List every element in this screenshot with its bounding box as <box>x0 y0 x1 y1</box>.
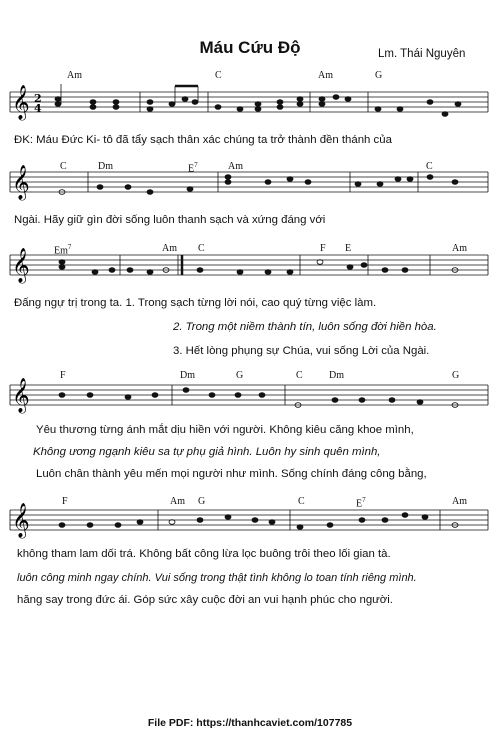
chord: Em$^7$ <box>54 243 72 257</box>
notes-system-2 <box>59 175 458 195</box>
chord: Am <box>452 243 467 254</box>
chord: G <box>198 496 206 507</box>
staff-system-4 <box>0 375 500 455</box>
lyric-line: ĐK: Máu Đức Ki- tô đã tẩy sạch thân xác chúng ta trở thành đền thánh của <box>14 134 392 146</box>
chord: Am <box>228 161 243 172</box>
chord: Dm <box>180 370 195 381</box>
treble-clef-icon: 𝄞 <box>12 503 30 538</box>
notes-system-1 <box>55 84 461 116</box>
staff-system-1 <box>0 82 500 162</box>
lyric-line: Yêu thương từng ánh mắt dịu hiền với người. Không kiêu căng khoe mình, <box>36 424 414 436</box>
lyric-line: không tham lam dối trá. Không bất công lừa lọc buông trôi theo lối gian tà. <box>17 548 391 560</box>
treble-clef-icon: 𝄞 <box>12 165 30 200</box>
chord: C <box>296 370 303 381</box>
time-sig-bottom: 4 <box>34 102 42 115</box>
chord: E <box>345 243 352 254</box>
treble-clef-icon: 𝄞 <box>12 378 30 413</box>
staff-system-2 <box>0 162 500 242</box>
chord: $E^7$ <box>356 496 366 510</box>
chord: G <box>236 370 244 381</box>
notes-system-3 <box>59 260 458 275</box>
chord: C <box>215 70 222 81</box>
lyric-line: 3. Hết lòng phụng sự Chúa, vui sống Lời của Ngài. <box>173 345 430 357</box>
chord: $E^7$ <box>188 161 198 175</box>
chord: C <box>60 161 67 172</box>
chord: Am <box>318 70 333 81</box>
composer-credit: Lm. Thái Nguyên <box>378 48 466 60</box>
treble-clef-icon: 𝄞 <box>12 248 30 283</box>
chord: G <box>452 370 460 381</box>
chord: F <box>320 243 326 254</box>
time-sig-top: 2 <box>34 92 42 105</box>
staff-system-3 <box>0 245 500 325</box>
chord: Am <box>162 243 177 254</box>
staff-system-5 <box>0 500 500 580</box>
chord: F <box>60 370 66 381</box>
lyric-line: Đấng ngự trị trong ta. 1. Trong sạch từng lời nói, cao quý từng việc làm. <box>14 297 377 309</box>
lyric-line: Không ương ngạnh kiêu sa tự phụ giả hình. Luôn hy sinh quên mình, <box>33 446 381 458</box>
footer-pdf-link[interactable]: File PDF: https://thanhcaviet.com/107785 <box>147 717 353 729</box>
notes-system-4 <box>59 388 458 408</box>
chord: Dm <box>329 370 344 381</box>
chord: C <box>298 496 305 507</box>
lyric-line: Luôn chân thành yêu mến mọi người như mình. Sống chính đáng công bằng, <box>36 468 427 480</box>
chord: Dm <box>98 161 113 172</box>
chord: C <box>198 243 205 254</box>
lyric-line: hăng say trong đức ái. Góp sức xây cuộc đời an vui hạnh phúc cho người. <box>17 594 393 606</box>
treble-clef-icon: 𝄞 <box>12 85 30 120</box>
chord: C <box>426 161 433 172</box>
chord: G <box>375 70 383 81</box>
chord: Am <box>67 70 82 81</box>
lyric-line: luôn công minh ngay chính. Vui sống trong thật tình không lo toan tính riêng mình. <box>17 572 417 584</box>
chord: Am <box>170 496 185 507</box>
lyric-line: Ngài. Hãy giữ gìn đời sống luôn thanh sạch và xứng đáng với <box>14 214 326 226</box>
song-title: Máu Cứu Độ <box>199 38 301 57</box>
chord: F <box>62 496 68 507</box>
lyric-line: 2. Trong một niềm thành tín, luôn sống đời hiền hòa. <box>173 321 437 333</box>
chord: Am <box>452 496 467 507</box>
